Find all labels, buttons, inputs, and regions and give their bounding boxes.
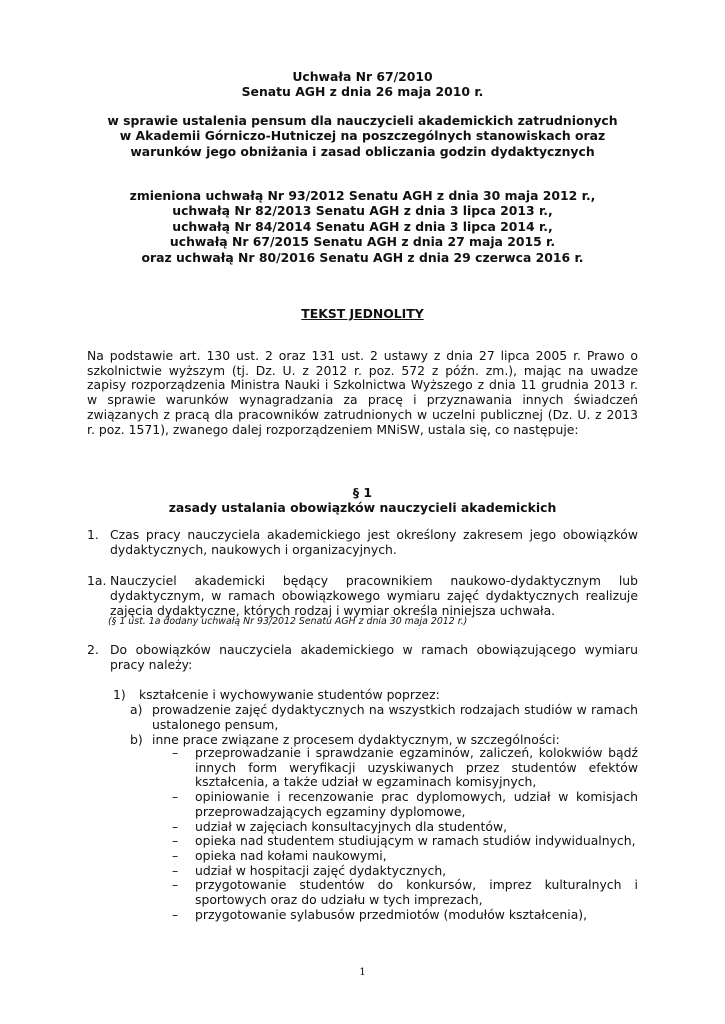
dash-marker: – xyxy=(172,819,179,834)
bullet-item xyxy=(172,746,638,790)
bullet-text: przygotowanie sylabusów przedmiotów (modułów kształcenia), xyxy=(195,907,588,922)
bullet-text: opieka nad kołami naukowymi, xyxy=(195,848,387,863)
amendment-note: (§ 1 ust. 1a dodany uchwałą Nr 93/2012 Senatu AGH z dnia 30 maja 2012 r.) xyxy=(108,616,468,627)
amendment-line: oraz uchwałą Nr 80/2016 Senatu AGH z dnia 29 czerwca 2016 r. xyxy=(141,249,584,265)
list-item xyxy=(87,642,638,672)
amendments-list xyxy=(60,188,665,265)
item-text: Czas pracy nauczyciela akademickiego jest określony zakresem jego obowiązków dydaktycznych, naukowych i organizacyjnych. xyxy=(110,527,638,557)
bullet-item xyxy=(172,908,638,923)
dash-marker: – xyxy=(172,833,179,848)
section-symbol: § 1 xyxy=(352,485,373,500)
bullet-text: opieka nad studentem studiującym w ramach studiów indywidualnych, xyxy=(195,833,636,848)
dash-marker: – xyxy=(172,789,179,804)
item-text: Do obowiązków nauczyciela akademickiego w ramach obowiązującego wymiaru pracy należy: xyxy=(110,642,638,672)
sub-item-number: a) xyxy=(130,702,143,717)
dash-marker: – xyxy=(172,848,179,863)
sub-item-number: 1) xyxy=(113,687,126,702)
amendment-line: zmieniona uchwałą Nr 93/2012 Senatu AGH z dnia 30 maja 2012 r., xyxy=(129,188,596,203)
sub-item-text: kształcenie i wychowywanie studentów poprzez: xyxy=(139,687,440,702)
bullet-text: opiniowanie i recenzowanie prac dyplomowych, udział w komisjach przeprowadzających egzaminy dyplomowe, xyxy=(195,789,638,819)
sub-item-text: inne prace związane z procesem dydaktycznym, w szczególności: xyxy=(152,732,560,747)
item-number: 2. xyxy=(87,642,99,657)
preamble-paragraph: Na podstawie art. 130 ust. 2 oraz 131 ust. 2 ustawy z dnia 27 lipca 2005 r. Prawo o szkolnictwie wyższym (tj. Dz. U. z 2012 r. poz. 572 z późn. zm.), mając na uwadze zapisy rozporządzenia Ministra Nauki i Szkolnictwa Wyższego z dnia 11 grudnia 2013 r. w sprawie warunków wynagradzania za pracę i przyznawania innych świadczeń związanych z pracą dla pracowników zatrudnionych w uczelni publicznej (Dz. U. z 2013 r. poz. 1571), zwanego dalej rozporządzeniem MNiSW, ustala się, co następuje: xyxy=(87,348,638,437)
amendment-line: uchwałą Nr 82/2013 Senatu AGH z dnia 3 lipca 2013 r., xyxy=(172,203,553,219)
sub-item xyxy=(130,702,638,732)
bullet-item xyxy=(172,849,638,864)
dash-marker: – xyxy=(172,863,179,878)
bullet-item xyxy=(172,834,638,849)
bullet-item xyxy=(172,878,638,907)
list-item xyxy=(87,573,638,618)
bullet-text: udział w zajęciach konsultacyjnych dla studentów, xyxy=(195,819,508,834)
section-title: zasady ustalania obowiązków nauczycieli akademickich xyxy=(168,500,557,516)
item-number: 1a. xyxy=(87,573,107,588)
item-text: Nauczyciel akademicki będący pracownikiem naukowo-dydaktycznym lub dydaktycznym, w ramach obowiązkowego wymiaru zajęć dydaktycznych realizuje zajęcia dydaktyczne, których rodzaj i wymiar określa niniejsza uchwała. xyxy=(110,573,638,618)
consolidated-text-heading: TEKST JEDNOLITY xyxy=(301,306,424,321)
bullet-item xyxy=(172,790,638,819)
amendment-line: uchwałą Nr 67/2015 Senatu AGH z dnia 27 maja 2015 r. xyxy=(169,234,556,250)
resolution-title xyxy=(60,69,665,100)
sub-item xyxy=(113,687,638,702)
sub-item-text: prowadzenie zajęć dydaktycznych na wszystkich rodzajach studiów w ramach ustalonego pensum, xyxy=(152,702,638,732)
bullet-text: przygotowanie studentów do konkursów, imprez kulturalnych i sportowych oraz do udziału w tych imprezach, xyxy=(195,877,638,907)
title-line: Uchwała Nr 67/2010 xyxy=(292,69,433,84)
amendment-line: uchwałą Nr 84/2014 Senatu AGH z dnia 3 lipca 2014 r., xyxy=(172,218,553,234)
section-heading xyxy=(60,485,665,516)
dash-marker: – xyxy=(172,745,179,760)
dash-marker: – xyxy=(172,907,179,922)
dash-marker: – xyxy=(172,877,179,892)
subject-line: w Akademii Górniczo-Hutniczej na poszczególnych stanowiskach oraz xyxy=(119,128,606,144)
subject-line: warunków jego obniżania i zasad obliczania godzin dydaktycznych xyxy=(130,143,595,159)
bullet-text: przeprowadzanie i sprawdzanie egzaminów, zaliczeń, kolokwiów bądź innych form weryfikacji uzyskiwanych przez studentów efektów kształcenia, a także udział w egzaminach komisyjnych, xyxy=(195,745,638,790)
page-number: 1 xyxy=(359,967,366,978)
item-number: 1. xyxy=(87,527,99,542)
sub-item-number: b) xyxy=(130,732,143,747)
resolution-subject xyxy=(60,113,665,159)
title-line: Senatu AGH z dnia 26 maja 2010 r. xyxy=(241,84,484,100)
bullet-text: udział w hospitacji zajęć dydaktycznych, xyxy=(195,863,447,878)
list-item xyxy=(87,527,638,557)
subject-line: w sprawie ustalenia pensum dla nauczycieli akademickich zatrudnionych xyxy=(107,113,618,128)
